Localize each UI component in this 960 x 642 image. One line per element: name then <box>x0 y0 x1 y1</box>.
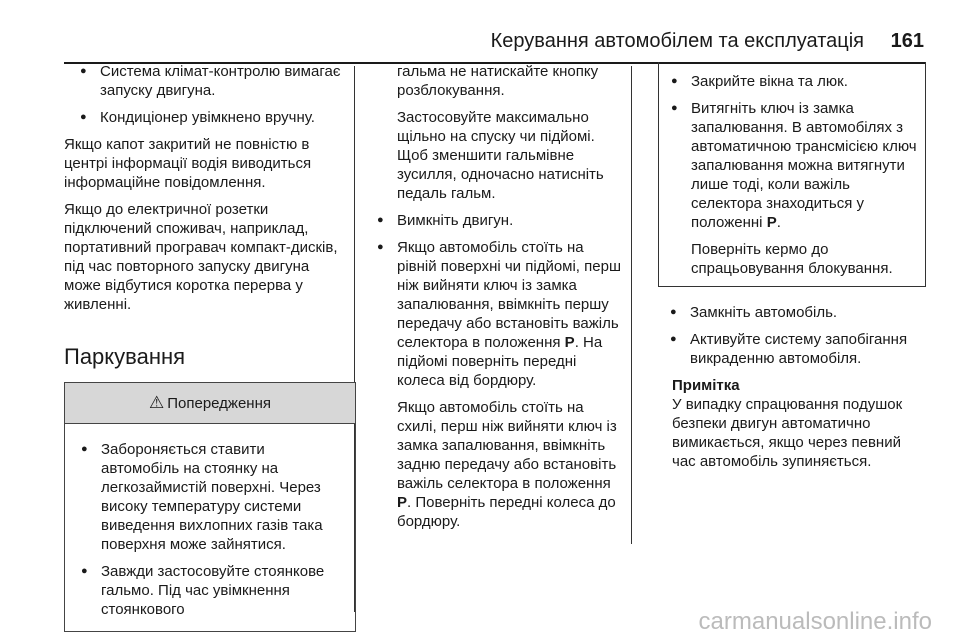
note-title: Примітка <box>672 377 740 394</box>
list-item: ● Завжди застосовуйте стоянкове гальмо. Під час увімкнення стоянкового <box>75 562 345 619</box>
sub-paragraph-steering: Поверніть кермо до спрацьовування блокування. <box>691 241 893 277</box>
continued-text: гальма не натискайте кнопку розблокування. <box>397 63 599 99</box>
paragraph-socket: Якщо до електричної розетки підключений споживач, наприклад, портативний програвач компакт-дисків, під час повторного запуску двигуна може відбутися коротка перерва у живленні. <box>64 201 338 313</box>
warning-body <box>65 424 355 631</box>
continued-text-2: Застосовуйте максимально щільно на спуску чи підйомі. Щоб зменшити гальмівне зусилля, одночасно натисніть педаль гальм. <box>397 109 604 202</box>
warning-title: Попередження <box>167 395 271 412</box>
note-text: У випадку спрацювання подушок безпеки двигун автоматично вимикається, якщо через певний час автомобіль зупиняється. <box>672 396 903 470</box>
column-divider-right <box>631 66 632 544</box>
bullet-list-after <box>664 303 926 368</box>
list-item: ● Кондиціонер увімкнено вручну. <box>74 108 346 127</box>
warning-header <box>65 383 355 424</box>
page-header <box>64 22 926 64</box>
warning-list <box>75 440 345 619</box>
list-item: ● Замкніть автомобіль. <box>664 303 926 322</box>
warning-triangle-icon: ⚠ <box>148 393 165 412</box>
list-item: ● Активуйте систему запобігання викраденню автомобіля. <box>664 330 926 368</box>
paragraph-hood: Якщо капот закритий не повністю в центрі інформації водія виводиться інформаційне повідомлення. <box>64 136 312 191</box>
bullet-list <box>665 72 919 232</box>
warning-box <box>64 382 356 632</box>
continued-box <box>658 62 926 287</box>
section-heading-parking: Паркування <box>64 344 186 369</box>
list-item: ● Витягніть ключ із замка запалювання. В автомобілях з автоматичною трансмісією ключ запалювання можна витягнути лише тоді, коли важіль селектора знаходиться у положенні P. <box>665 99 919 232</box>
list-item: ● Вимкніть двигун. <box>371 211 623 230</box>
list-item: ● Забороняється ставити автомобіль на стоянку на легкозаймистій поверхні. Через високу температуру системи виведення вихлопних газів така поверхня може зайнятися. <box>75 440 345 554</box>
sub-paragraph-slope: Якщо автомобіль стоїть на схилі, перш ніж вийняти ключ із замка запалювання, ввімкніть задню передачу або встановіть важіль селектора в положення P. Поверніть передні колеса до бордюру. <box>397 399 617 530</box>
list-item: ● Якщо автомобіль стоїть на рівній поверхні чи підйомі, перш ніж вийняти ключ із замка запалювання, ввімкніть першу передачу або встановіть важіль селектора в положення P. На підйомі поверніть передні колеса від бордюру. <box>371 238 623 390</box>
list-item: ● Закрийте вікна та люк. <box>665 72 919 91</box>
header-title: Керування автомобілем та експлуатація <box>490 30 864 52</box>
column-middle <box>371 62 623 539</box>
watermark: carmanualsonline.info <box>698 608 932 635</box>
bullet-list <box>74 62 346 127</box>
column-right <box>664 62 926 471</box>
column-left <box>64 62 346 632</box>
page-number: 161 <box>890 30 924 52</box>
list-item: ● Система клімат-контролю вимагає запуску двигуна. <box>74 62 346 100</box>
bullet-list <box>371 211 623 390</box>
